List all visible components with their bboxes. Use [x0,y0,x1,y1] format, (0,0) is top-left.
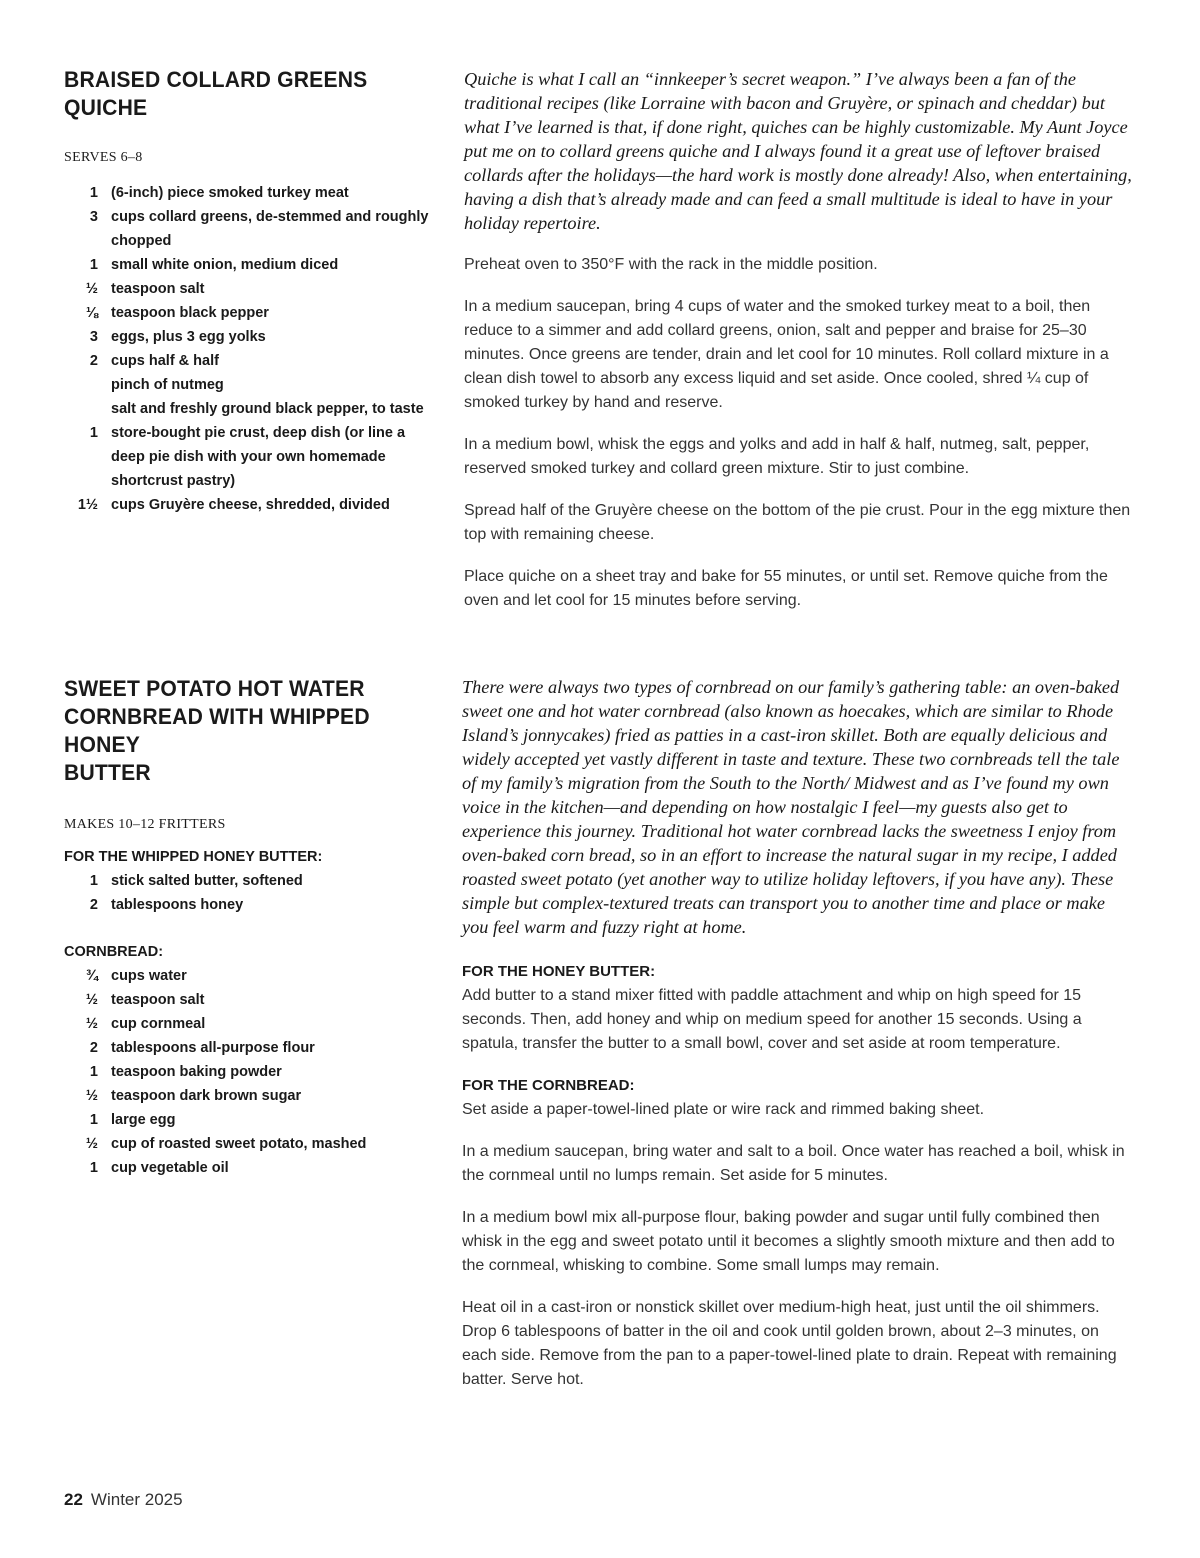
ingredient-text: stick salted butter, softened [111,873,303,889]
ingredient-qty: ½ [85,1016,98,1032]
ingredient-text: cup vegetable oil [111,1160,229,1176]
ingredient-qty: 2 [89,897,98,913]
ingredient-qty: 3 [89,329,98,345]
ingredient-item [64,205,434,253]
ingredient-qty: ⅛ [85,305,98,321]
issue-label: Winter 2025 [90,1490,183,1509]
ingredient-item [64,1036,434,1060]
ingredient-item [64,1108,434,1132]
ingredient-item [64,893,434,917]
ingredient-qty: ½ [85,1136,98,1152]
ingredient-text: store-bought pie crust, deep dish (or line a deep pie dish with your own homemade shortcrust pastry) [111,425,406,489]
ingredient-text: cup cornmeal [111,1016,206,1032]
ingredient-text: cups water [111,968,187,984]
cornbread-ingredient-list [64,964,434,1180]
ingredient-item [64,1084,434,1108]
ingredient-text: large egg [111,1112,176,1128]
page-footer [64,1490,183,1510]
honey-butter-text: Add butter to a stand mixer fitted with paddle attachment and whip on high speed for 15 seconds. Then, add honey and whip on medium speed for another 15 seconds. Using a spatula, transfer the butter to a small bowl, cover and set aside at room temperature. [462,987,1082,1052]
ingredient-item [64,277,434,301]
ingredient-qty: ½ [85,992,98,1008]
ingredient-qty: 1½ [77,497,98,513]
recipe1-step: Preheat oven to 350°F with the rack in the middle position. [464,256,878,273]
ingredient-text: small white onion, medium diced [111,257,339,273]
recipe2-intro: There were always two types of cornbread on our family’s gathering table: an oven-baked sweet one and hot water cornbread (also known as hoecakes, which are similar to Rhode Island’s jonnycakes) fried as patties in a cast-iron skillet. Both are equally delicious and widely accepted yet vastly different in taste and texture. These two cornbreads tell the tale of my family’s migration from the South to the North/ Midwest and as I’ve found my own voice in the kitchen—and depending on how nostalgic I feel—my guests also get to experience this journey. Traditional hot water cornbread lacks the sweetness I enjoy from oven-baked corn bread, so in an effort to increase the natural sugar in my recipe, I added roasted sweet potato (yet another way to utilize holiday leftovers, if you have any). These simple but complex-textured treats can transport you to another time and place or make you feel warm and fuzzy right at home. [462,677,1120,937]
ingredient-text: eggs, plus 3 egg yolks [111,329,266,345]
ingredient-text: tablespoons honey [111,897,244,913]
ingredient-text: cups Gruyère cheese, shredded, divided [111,497,390,513]
ingredient-item [64,181,434,205]
ingredient-item [64,373,434,397]
ingredient-qty [64,397,111,421]
recipe1-step: In a medium saucepan, bring 4 cups of water and the smoked turkey meat to a boil, then reduce to a simmer and add collard greens, onion, salt and pepper and braise for 25–30 minutes. Once greens are tender, drain and let cool for 10 minutes. Roll collard mixture in a clean dish towel to absorb any excess liquid and set aside. Once cooled, shred ¼ cup of smoked turkey by hand and reserve. [464,298,1109,411]
ingredient-text: (6-inch) piece smoked turkey meat [111,185,349,201]
ingredient-item [64,1132,434,1156]
ingredient-qty: 1 [89,257,98,273]
recipe1-step: Place quiche on a sheet tray and bake for 55 minutes, or until set. Remove quiche from the oven and let cool for 15 minutes before serving. [464,568,1108,609]
ingredient-text: cups collard greens, de-stemmed and roughly chopped [111,209,429,249]
ingredient-qty: 1 [89,1064,98,1080]
cornbread-method-subhead: FOR THE CORNBREAD: [462,1077,635,1094]
ingredient-qty: 2 [89,353,98,369]
recipe1-ingredient-list [64,181,434,517]
ingredient-text: teaspoon salt [111,281,205,297]
ingredient-qty: 2 [89,1040,98,1056]
ingredient-item [64,253,434,277]
recipe1-step: In a medium bowl, whisk the eggs and yolks and add in half & half, nutmeg, salt, pepper, reserved smoked turkey and collard green mixture. Stir to just combine. [464,436,1090,477]
recipe2-yield: MAKES 10–12 FRITTERS [64,817,226,832]
ingredient-item [64,869,434,893]
ingredient-qty [64,373,111,397]
ingredient-item [64,1156,434,1180]
recipe1-method-column [464,67,1134,613]
ingredient-text: teaspoon baking powder [111,1064,282,1080]
cornbread-step: Set aside a paper-towel-lined plate or wire rack and rimmed baking sheet. [462,1101,985,1118]
ingredient-text: teaspoon black pepper [111,305,269,321]
ingredient-item [64,1012,434,1036]
ingredient-item [64,493,434,517]
ingredient-item [64,964,434,988]
cornbread-step: Heat oil in a cast-iron or nonstick skillet over medium-high heat, just until the oil shimmers. Drop 6 tablespoons of batter in the oil and cook until golden brown, about 2–3 minutes, on each side. Remove from the pan to a paper-towel-lined plate to drain. Repeat with remaining batter. Serve hot. [462,1299,1117,1388]
recipe2-ingredients-column [64,675,434,1180]
ingredient-qty: 1 [89,873,98,889]
ingredient-qty: 1 [89,1112,98,1128]
ingredient-text: pinch of nutmeg [111,377,224,393]
recipe2-title: SWEET POTATO HOT WATER CORNBREAD WITH WHIPPED HONEY BUTTER [64,676,370,785]
ingredient-text: tablespoons all-purpose flour [111,1040,315,1056]
ingredient-item [64,349,434,373]
page-number: 22 [64,1490,83,1509]
butter-ingredient-list [64,869,434,917]
cornbread-step: In a medium saucepan, bring water and salt to a boil. Once water has reached a boil, whisk in the cornmeal until no lumps remain. Set aside for 5 minutes. [462,1143,1125,1184]
cornbread-step: In a medium bowl mix all-purpose flour, baking powder and sugar until fully combined then whisk in the egg and sweet potato until it becomes a slightly smooth mixture and then add to the cornmeal, whisking to combine. Some small lumps may remain. [462,1209,1115,1274]
ingredient-text: cup of roasted sweet potato, mashed [111,1136,367,1152]
ingredient-item [64,1060,434,1084]
ingredient-item [64,301,434,325]
ingredient-item [64,988,434,1012]
recipe2-method-column [462,675,1132,1392]
recipe1-title: BRAISED COLLARD GREENS QUICHE [64,67,368,120]
butter-subhead: FOR THE WHIPPED HONEY BUTTER: [64,849,323,865]
ingredient-qty: 1 [89,185,98,201]
cornbread-subhead: CORNBREAD: [64,944,164,960]
ingredient-text: teaspoon salt [111,992,205,1008]
recipe1-yield: SERVES 6–8 [64,150,143,165]
ingredient-text: salt and freshly ground black pepper, to taste [111,401,424,417]
ingredient-qty: ¾ [85,968,98,984]
ingredient-item [64,325,434,349]
recipe1-step: Spread half of the Gruyère cheese on the bottom of the pie crust. Pour in the egg mixture then top with remaining cheese. [464,502,1131,543]
ingredient-item [64,397,434,421]
ingredient-qty: ½ [85,281,98,297]
ingredient-qty: 1 [89,425,98,441]
ingredient-qty: 1 [89,1160,98,1176]
ingredient-text: cups half & half [111,353,219,369]
ingredient-text: teaspoon dark brown sugar [111,1088,302,1104]
honey-butter-subhead: FOR THE HONEY BUTTER: [462,963,656,980]
ingredient-item [64,421,434,493]
ingredient-qty: ½ [85,1088,98,1104]
recipe1-intro: Quiche is what I call an “innkeeper’s secret weapon.” I’ve always been a fan of the traditional recipes (like Lorraine with bacon and Gruyère, or spinach and cheddar) but what I’ve learned is that, if done right, quiches can be highly customizable. My Aunt Joyce put me on to collard greens quiche and I always found it a great use of leftover braised collards after the holidays—the hard work is mostly done already! Also, when entertaining, having a dish that’s already made and can feed a small multitude is ideal to have in your holiday repertoire. [464,69,1132,233]
recipe1-ingredients-column [64,66,434,517]
ingredient-qty: 3 [89,209,98,225]
